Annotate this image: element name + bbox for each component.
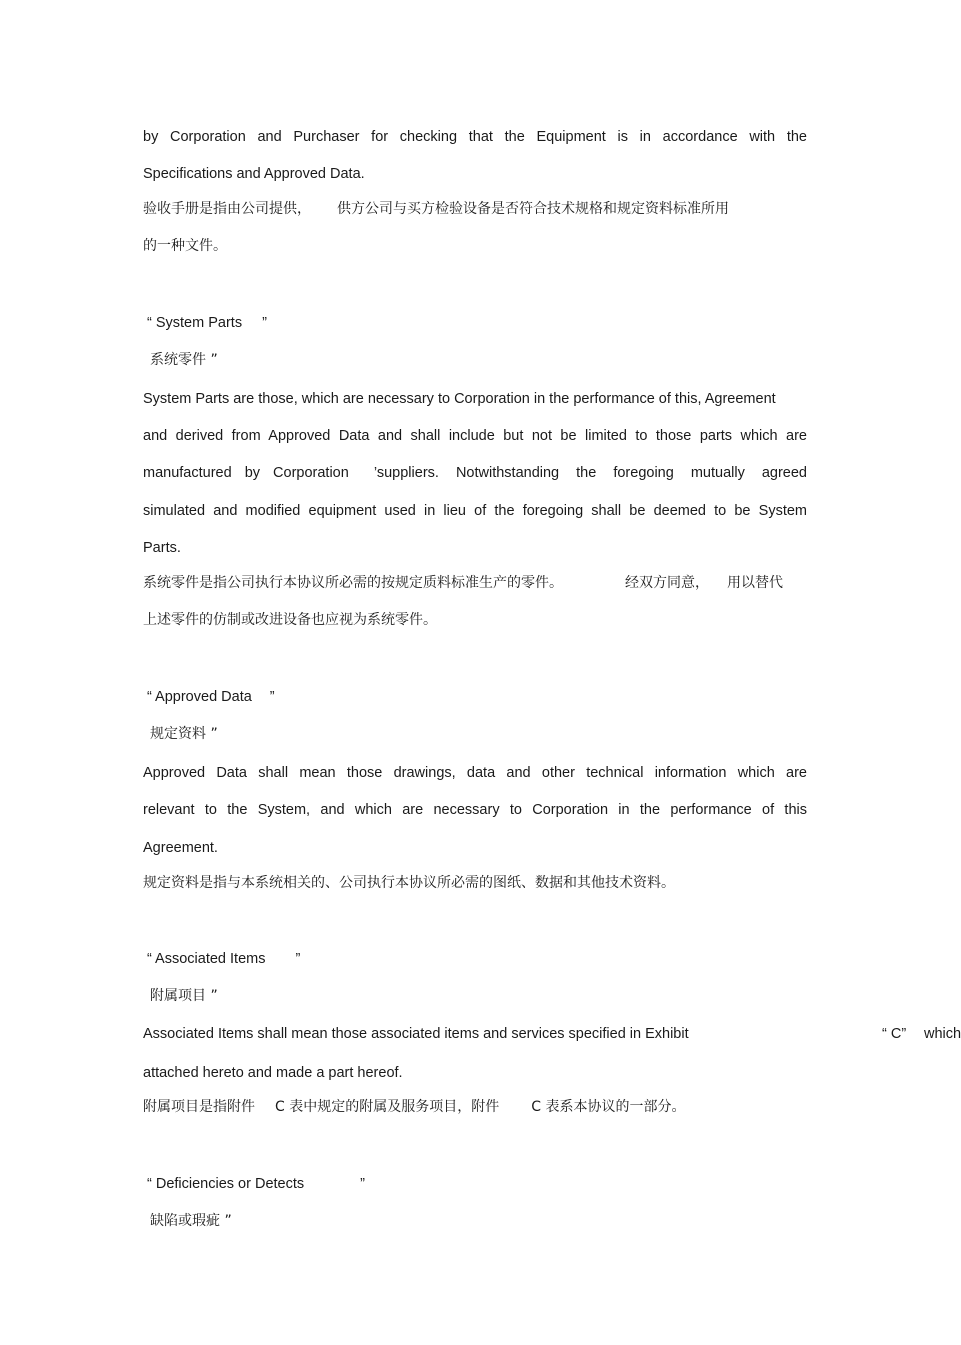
associated-items-cn-line-1c: C 表系本协议的一部分。 xyxy=(531,1099,686,1115)
associated-items-en-line-2: attached hereto and made a part hereof. xyxy=(143,1065,403,1081)
associated-items-en-line-1b: “ C” xyxy=(882,1026,907,1042)
approved-data-en-line-2: relevant to the System, and which are necessary to Corporation in the performance of this xyxy=(143,802,807,818)
intro-en-line-1: by Corporation and Purchaser for checking that the Equipment is in accordance with the xyxy=(143,129,807,145)
system-parts-en-line-5: Parts. xyxy=(143,540,181,556)
system-parts-en-line-3b: ’suppliers. Notwithstanding the foregoing mutually agreed xyxy=(373,465,807,481)
approved-data-heading-cn: 规定资料 ” xyxy=(150,726,218,742)
intro-cn-line-2: 的一种文件。 xyxy=(143,238,227,254)
associated-items-cn-line-1a: 附属项目是指附件 xyxy=(143,1099,255,1115)
approved-data-en-line-3: Agreement. xyxy=(143,840,218,856)
system-parts-en-line-1: System Parts are those, which are necessary to Corporation in the performance of this, Agreement xyxy=(143,391,776,407)
approved-data-cn-line-1: 规定资料是指与本系统相关的、公司执行本协议所必需的图纸、数据和其他技术资料。 xyxy=(143,875,675,891)
intro-en-line-2: Specifications and Approved Data. xyxy=(143,166,365,182)
associated-items-heading-cn: 附属项目 ” xyxy=(150,988,218,1004)
system-parts-cn-line-1b: 经双方同意， xyxy=(625,575,709,591)
system-parts-en-line-3a: manufactured by Corporation xyxy=(143,465,349,481)
approved-data-en-line-1: Approved Data shall mean those drawings, data and other technical information which are xyxy=(143,765,807,781)
system-parts-en-line-4: simulated and modified equipment used in lieu of the foregoing shall be deemed to be System xyxy=(143,503,807,519)
system-parts-cn-line-1 xyxy=(143,573,783,593)
system-parts-en-line-3 xyxy=(143,463,807,483)
approved-data-heading xyxy=(147,687,275,707)
associated-items-en-line-1c: which xyxy=(924,1026,961,1042)
approved-data-heading-close: ” xyxy=(269,689,275,705)
system-parts-heading-text: “ System Parts xyxy=(147,315,243,331)
system-parts-heading xyxy=(147,313,267,333)
intro-cn-line-1 xyxy=(143,199,729,219)
associated-items-heading-close: ” xyxy=(295,951,301,967)
system-parts-heading-close: ” xyxy=(262,315,267,331)
system-parts-cn-line-1c: 用以替代 xyxy=(727,575,783,591)
approved-data-heading-text: “ Approved Data xyxy=(147,689,252,705)
associated-items-heading xyxy=(147,949,300,969)
associated-items-en-line-1a: Associated Items shall mean those associated items and services specified in Exhibit xyxy=(143,1026,689,1042)
deficiencies-heading xyxy=(147,1174,365,1194)
intro-cn-line-1a: 验收手册是指由公司提供， xyxy=(143,201,311,217)
deficiencies-heading-close: ” xyxy=(360,1176,365,1192)
associated-items-heading-text: “ Associated Items xyxy=(147,951,266,967)
deficiencies-heading-text: “ Deficiencies or Detects xyxy=(147,1176,305,1192)
system-parts-en-line-2: and derived from Approved Data and shall include but not be limited to those parts which are xyxy=(143,428,807,444)
associated-items-cn-line-1 xyxy=(143,1097,685,1117)
associated-items-cn-line-1b: C 表中规定的附属及服务项目，附件 xyxy=(275,1099,500,1115)
deficiencies-heading-cn: 缺陷或瑕疵 ” xyxy=(150,1213,232,1229)
intro-cn-line-1b: 供方公司与买方检验设备是否符合技术规格和规定资料标准所用 xyxy=(337,201,729,217)
system-parts-cn-line-2: 上述零件的仿制或改进设备也应视为系统零件。 xyxy=(143,612,437,628)
system-parts-heading-cn: 系统零件 ” xyxy=(150,352,218,368)
system-parts-cn-line-1a: 系统零件是指公司执行本协议所必需的按规定质料标准生产的零件。 xyxy=(143,575,563,591)
